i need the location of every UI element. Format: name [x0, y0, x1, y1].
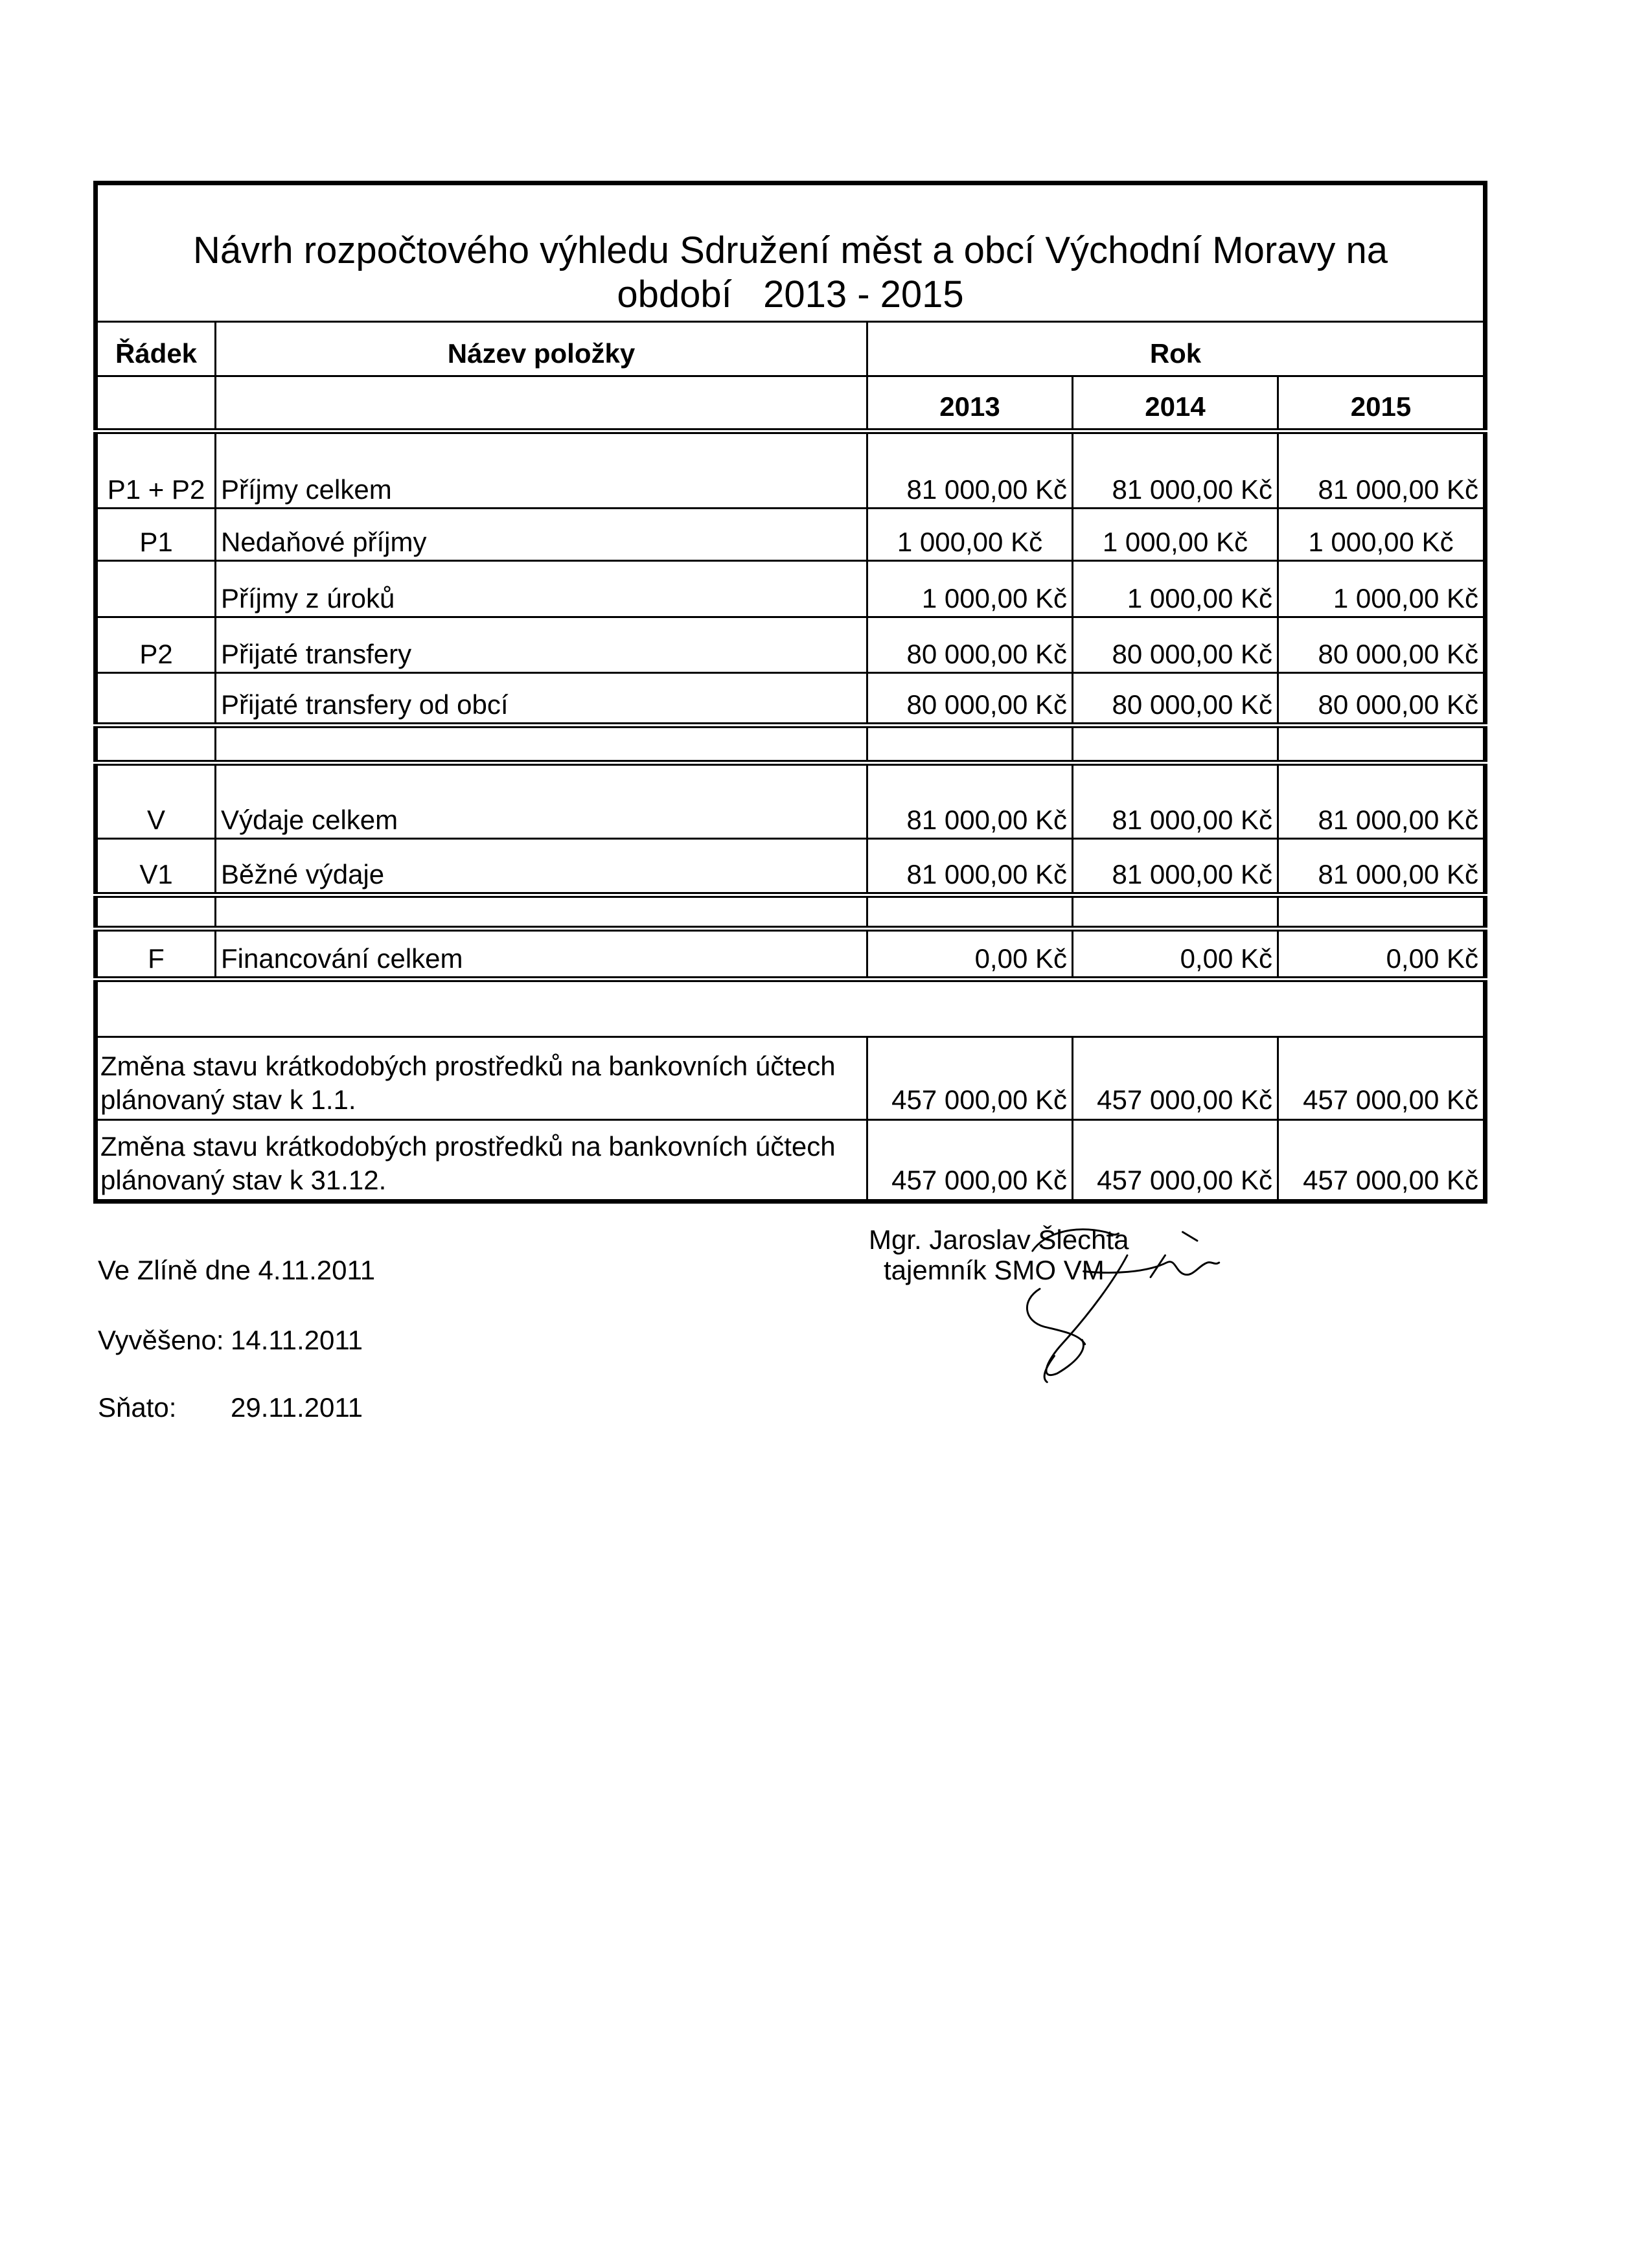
row-value: 0,00 Kč [867, 929, 1073, 979]
signatory-name: Mgr. Jaroslav Šlechta [869, 1224, 1129, 1255]
balance-value: 457 000,00 Kč [1278, 1120, 1486, 1202]
empty-cell [216, 895, 867, 929]
empty-cell [96, 726, 216, 763]
empty-cell [867, 895, 1073, 929]
title-line-1: Návrh rozpočtového výhledu Sdružení měst a obcí Východní Moravy na [192, 229, 1388, 271]
empty-cell [216, 726, 867, 763]
balance-label-line-2: plánovaný stav k 31.12. [100, 1165, 387, 1195]
row-value: 1 000,00 Kč [1278, 509, 1486, 561]
row-code: F [96, 929, 216, 979]
row-name: Financování celkem [216, 929, 867, 979]
balance-value: 457 000,00 Kč [1278, 1037, 1486, 1120]
signature-stroke [1027, 1289, 1084, 1345]
row-value: 0,00 Kč [1278, 929, 1486, 979]
row-name: Přijaté transfery od obcí [216, 673, 867, 726]
row-code-empty [96, 673, 216, 726]
column-header-item-name: Název položky [216, 322, 867, 376]
row-value: 1 000,00 Kč [1278, 561, 1486, 617]
signature-stroke [1084, 1262, 1219, 1275]
row-value: 81 000,00 Kč [1278, 431, 1486, 509]
signature-stroke [1183, 1232, 1198, 1241]
row-value: 81 000,00 Kč [1073, 763, 1278, 839]
year-header-2013: 2013 [867, 376, 1073, 431]
signature-stroke [1151, 1255, 1165, 1277]
row-code: P1 + P2 [96, 431, 216, 509]
row-value: 1 000,00 Kč [867, 509, 1073, 561]
row-value: 1 000,00 Kč [1073, 561, 1278, 617]
empty-cell [1278, 726, 1486, 763]
year-header-row [96, 376, 1486, 431]
balance-value: 457 000,00 Kč [1073, 1037, 1278, 1120]
posted-date: 14.11.2011 [231, 1325, 363, 1355]
row-name: Nedaňové příjmy [216, 509, 867, 561]
blank-row [96, 979, 1486, 1037]
balance-value: 457 000,00 Kč [867, 1037, 1073, 1120]
row-name: Příjmy celkem [216, 431, 867, 509]
balance-row-label [96, 1120, 867, 1202]
row-code-empty [96, 561, 216, 617]
row-value: 80 000,00 Kč [867, 673, 1073, 726]
row-value: 81 000,00 Kč [1278, 763, 1486, 839]
handwritten-signature [977, 1210, 1225, 1385]
row-value: 81 000,00 Kč [867, 431, 1073, 509]
year-header-2014: 2014 [1073, 376, 1278, 431]
empty-cell [96, 895, 216, 929]
row-value: 80 000,00 Kč [1073, 673, 1278, 726]
row-value: 81 000,00 Kč [867, 763, 1073, 839]
removed-date: 29.11.2011 [231, 1392, 363, 1423]
empty-cell [1073, 895, 1278, 929]
table-row [96, 431, 1486, 509]
signatory-role: tajemník SMO VM [884, 1255, 1105, 1285]
row-code: V [96, 763, 216, 839]
table-row [96, 561, 1486, 617]
balance-label-line-1: Změna stavu krátkodobých prostředků na bankovních účtech [100, 1051, 836, 1081]
row-value: 80 000,00 Kč [1278, 673, 1486, 726]
row-name: Výdaje celkem [216, 763, 867, 839]
balance-row-label [96, 1037, 867, 1120]
table-row [96, 929, 1486, 979]
table-row [96, 763, 1486, 839]
posted-label: Vyvěšeno: [98, 1325, 224, 1355]
empty-cell [1073, 726, 1278, 763]
spacer-row [96, 726, 1486, 763]
row-value: 80 000,00 Kč [867, 617, 1073, 673]
row-name: Přijaté transfery [216, 617, 867, 673]
title-line-2: období 2013 - 2015 [617, 273, 964, 315]
row-value: 0,00 Kč [1073, 929, 1278, 979]
row-code: V1 [96, 839, 216, 895]
spacer-row [96, 895, 1486, 929]
table-row [96, 673, 1486, 726]
balance-value: 457 000,00 Kč [867, 1120, 1073, 1202]
row-code: P2 [96, 617, 216, 673]
row-value: 81 000,00 Kč [867, 839, 1073, 895]
title-row [96, 183, 1486, 322]
balance-row [96, 1120, 1486, 1202]
row-code: P1 [96, 509, 216, 561]
year-header-2015: 2015 [1278, 376, 1486, 431]
row-value: 81 000,00 Kč [1073, 839, 1278, 895]
budget-outlook-table [93, 181, 1487, 1204]
empty-header-cell [216, 376, 867, 431]
table-row [96, 509, 1486, 561]
row-name: Příjmy z úroků [216, 561, 867, 617]
removed-label: Sňato: [98, 1392, 177, 1423]
column-header-row-code: Řádek [96, 322, 216, 376]
row-value: 81 000,00 Kč [1278, 839, 1486, 895]
balance-row [96, 1037, 1486, 1120]
table-row [96, 839, 1486, 895]
column-header-year-group: Rok [867, 322, 1486, 376]
table-row [96, 617, 1486, 673]
empty-header-cell [96, 376, 216, 431]
empty-cell [1278, 895, 1486, 929]
place-and-date: Ve Zlíně dne 4.11.2011 [98, 1255, 376, 1285]
row-value: 1 000,00 Kč [867, 561, 1073, 617]
balance-value: 457 000,00 Kč [1073, 1120, 1278, 1202]
empty-cell [867, 726, 1073, 763]
row-name: Běžné výdaje [216, 839, 867, 895]
signature-stroke [1033, 1230, 1119, 1251]
row-value: 80 000,00 Kč [1073, 617, 1278, 673]
empty-cell [96, 979, 1486, 1037]
row-value: 80 000,00 Kč [1278, 617, 1486, 673]
row-value: 81 000,00 Kč [1073, 431, 1278, 509]
balance-label-line-1: Změna stavu krátkodobých prostředků na bankovních účtech [100, 1131, 836, 1162]
row-value: 1 000,00 Kč [1073, 509, 1278, 561]
header-row [96, 322, 1486, 376]
balance-label-line-2: plánovaný stav k 1.1. [100, 1084, 356, 1115]
document-title [96, 183, 1486, 322]
